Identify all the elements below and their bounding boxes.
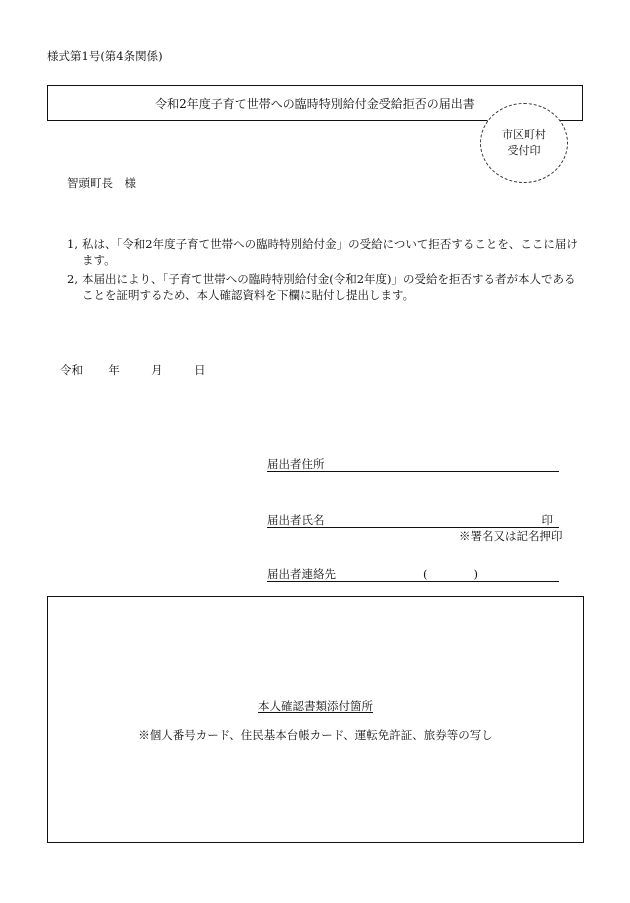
paragraph-text: 私は、「令和2年度子育て世帯への臨時特別給付金」の受給について拒否することを、ここに届けます。 [82, 237, 578, 267]
paragraph-text: 本届出により、「子育て世帯への臨時特別給付金(令和2年度)」の受給を拒否する者が本人であることを証明するため、本人確認資料を下欄に貼付し提出します。 [82, 272, 576, 302]
form-number: 様式第1号(第4条関係) [47, 49, 163, 63]
reception-stamp-area [480, 103, 568, 183]
name-field[interactable] [267, 512, 559, 528]
address-label: 届出者住所 [267, 457, 325, 471]
id-box-note: ※個人番号カード、住民基本台帳カード、運転免許証、旅券等の写し [138, 728, 493, 742]
addressee: 智頭町長 様 [67, 176, 136, 190]
id-box-title [48, 698, 583, 714]
date-year: 年 [108, 363, 120, 377]
signature-note: ※署名又は記名押印 [459, 529, 563, 543]
paragraph-number: 2, [67, 272, 78, 286]
id-box-title-text: 本人確認書類添付箇所 [258, 699, 373, 713]
address-field[interactable] [267, 456, 559, 472]
stamp-line-2: 受付印 [507, 144, 541, 157]
seal-mark: 印 [541, 513, 553, 527]
paragraph-number: 1, [67, 237, 78, 251]
contact-label: 届出者連絡先 [267, 567, 336, 581]
stamp-line-1: 市区町村 [502, 128, 546, 141]
contact-parens: ( ) [423, 567, 478, 581]
form-title: 令和2年度子育て世帯への臨時特別給付金受給拒否の届出書 [155, 96, 475, 111]
id-document-attachment-box[interactable] [47, 596, 584, 843]
date-day: 日 [193, 363, 206, 377]
name-label: 届出者氏名 [267, 513, 325, 527]
date-month: 月 [151, 363, 163, 377]
date-era: 令和 [60, 363, 83, 377]
contact-field[interactable] [267, 566, 559, 582]
date-row [60, 362, 205, 378]
